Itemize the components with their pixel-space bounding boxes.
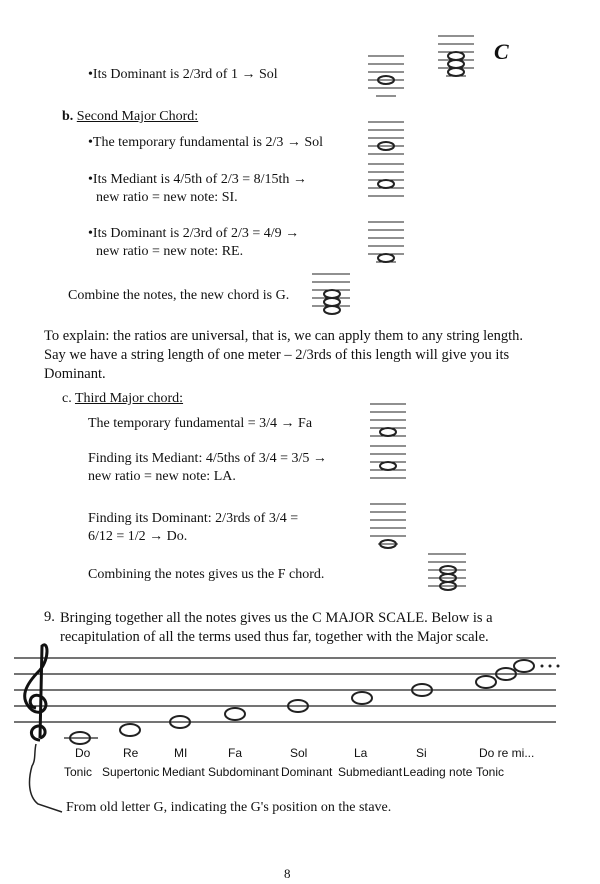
- first-chord-dominant-line: •Its Dominant is 2/3rd of 1 → Sol: [88, 67, 278, 82]
- explanation-line3: Dominant.: [44, 366, 106, 382]
- staff-b-sol-note: [368, 114, 408, 162]
- explanation-paragraph: [44, 327, 523, 384]
- solfege-mi: MI: [174, 746, 188, 760]
- solfege-do: Do: [75, 746, 91, 760]
- staff-c-chord: [438, 26, 488, 86]
- solfege-si: Si: [416, 746, 427, 760]
- clef-footnote: From old letter G, indicating the G's position on the stave.: [66, 800, 392, 815]
- staff-b-re-note: [368, 214, 408, 266]
- solfege-la: La: [354, 746, 368, 760]
- section-b-heading: [62, 108, 198, 125]
- section-c-heading: [62, 390, 183, 407]
- b-dominant-line1: •Its Dominant is 2/3rd of 2/3 = 4/9 →: [88, 226, 300, 241]
- solfege-sol: Sol: [290, 746, 308, 760]
- term-subdominant: Subdominant: [208, 765, 279, 779]
- b-mediant-text: [88, 171, 307, 207]
- b-dominant-text: [88, 225, 299, 261]
- solfege-re: Re: [123, 746, 139, 760]
- term-mediant: Mediant: [162, 765, 205, 779]
- term-supertonic: Supertonic: [102, 765, 160, 779]
- staff-f-chord: [428, 546, 472, 602]
- c-mediant-line1: Finding its Mediant: 4/5ths of 3/4 = 3/5 →: [88, 451, 327, 466]
- solfege-fa: Fa: [228, 746, 243, 760]
- b-temporary-fundamental: •The temporary fundamental is 2/3 → Sol: [88, 135, 324, 150]
- page-number: 8: [284, 866, 291, 881]
- c-dominant-line2: 6/12 = 1/2 → Do.: [88, 529, 188, 544]
- term-tonic-octave: Tonic: [476, 765, 505, 779]
- item9-line1: Bringing together all the notes gives us the C MAJOR SCALE. Below is a: [60, 610, 493, 626]
- staff-c-fa-note: [370, 396, 410, 444]
- chord-letter-c: C: [494, 39, 509, 64]
- b-mediant-line2: new ratio = new note: SI.: [96, 190, 238, 205]
- staff-b-si-note: [368, 156, 408, 204]
- c-major-scale-staff: [0, 640, 600, 750]
- solfege-do-re-mi: Do re mi...: [479, 746, 535, 760]
- explanation-line2: Say we have a string length of one meter – 2/3rds of this length will give you its: [44, 347, 510, 363]
- explanation-line1: To explain: the ratios are universal, that is, we can apply them to any string length.: [44, 328, 523, 344]
- b-mediant-line1: •Its Mediant is 4/5th of 2/3 = 8/15th →: [88, 172, 307, 187]
- b-dominant-line2: new ratio = new note: RE.: [96, 244, 244, 259]
- b-combine-line: Combine the notes, the new chord is G.: [68, 288, 290, 303]
- c-mediant-text: [88, 450, 327, 486]
- item9-line2: recapitulation of all the terms used thus far, together with the Major scale.: [60, 629, 489, 645]
- term-submediant: Submediant: [338, 765, 403, 779]
- section-b-title: Second Major Chord:: [76, 109, 199, 124]
- item9-number: 9.: [44, 609, 55, 625]
- term-tonic: Tonic: [64, 765, 93, 779]
- c-temporary-fundamental: The temporary fundamental = 3/4 → Fa: [88, 416, 313, 431]
- section-c-letter: c.: [62, 391, 72, 406]
- staff-g-chord: [312, 266, 356, 322]
- section-c-title: Third Major chord:: [74, 391, 184, 406]
- c-combining-line: Combining the notes gives us the F chord.: [88, 567, 325, 582]
- staff-c-do-note: [370, 496, 410, 552]
- c-dominant-text: [88, 510, 298, 546]
- c-mediant-line2: new ratio = new note: LA.: [88, 469, 236, 484]
- staff-sol-note: [368, 46, 408, 106]
- term-leading-note: Leading note: [403, 765, 473, 779]
- section-b-letter: b.: [62, 109, 74, 124]
- c-dominant-line1: Finding its Dominant: 2/3rds of 3/4 =: [88, 511, 299, 526]
- term-dominant: Dominant: [281, 765, 333, 779]
- staff-c-la-note: [370, 438, 410, 486]
- treble-clef-icon: [25, 645, 47, 740]
